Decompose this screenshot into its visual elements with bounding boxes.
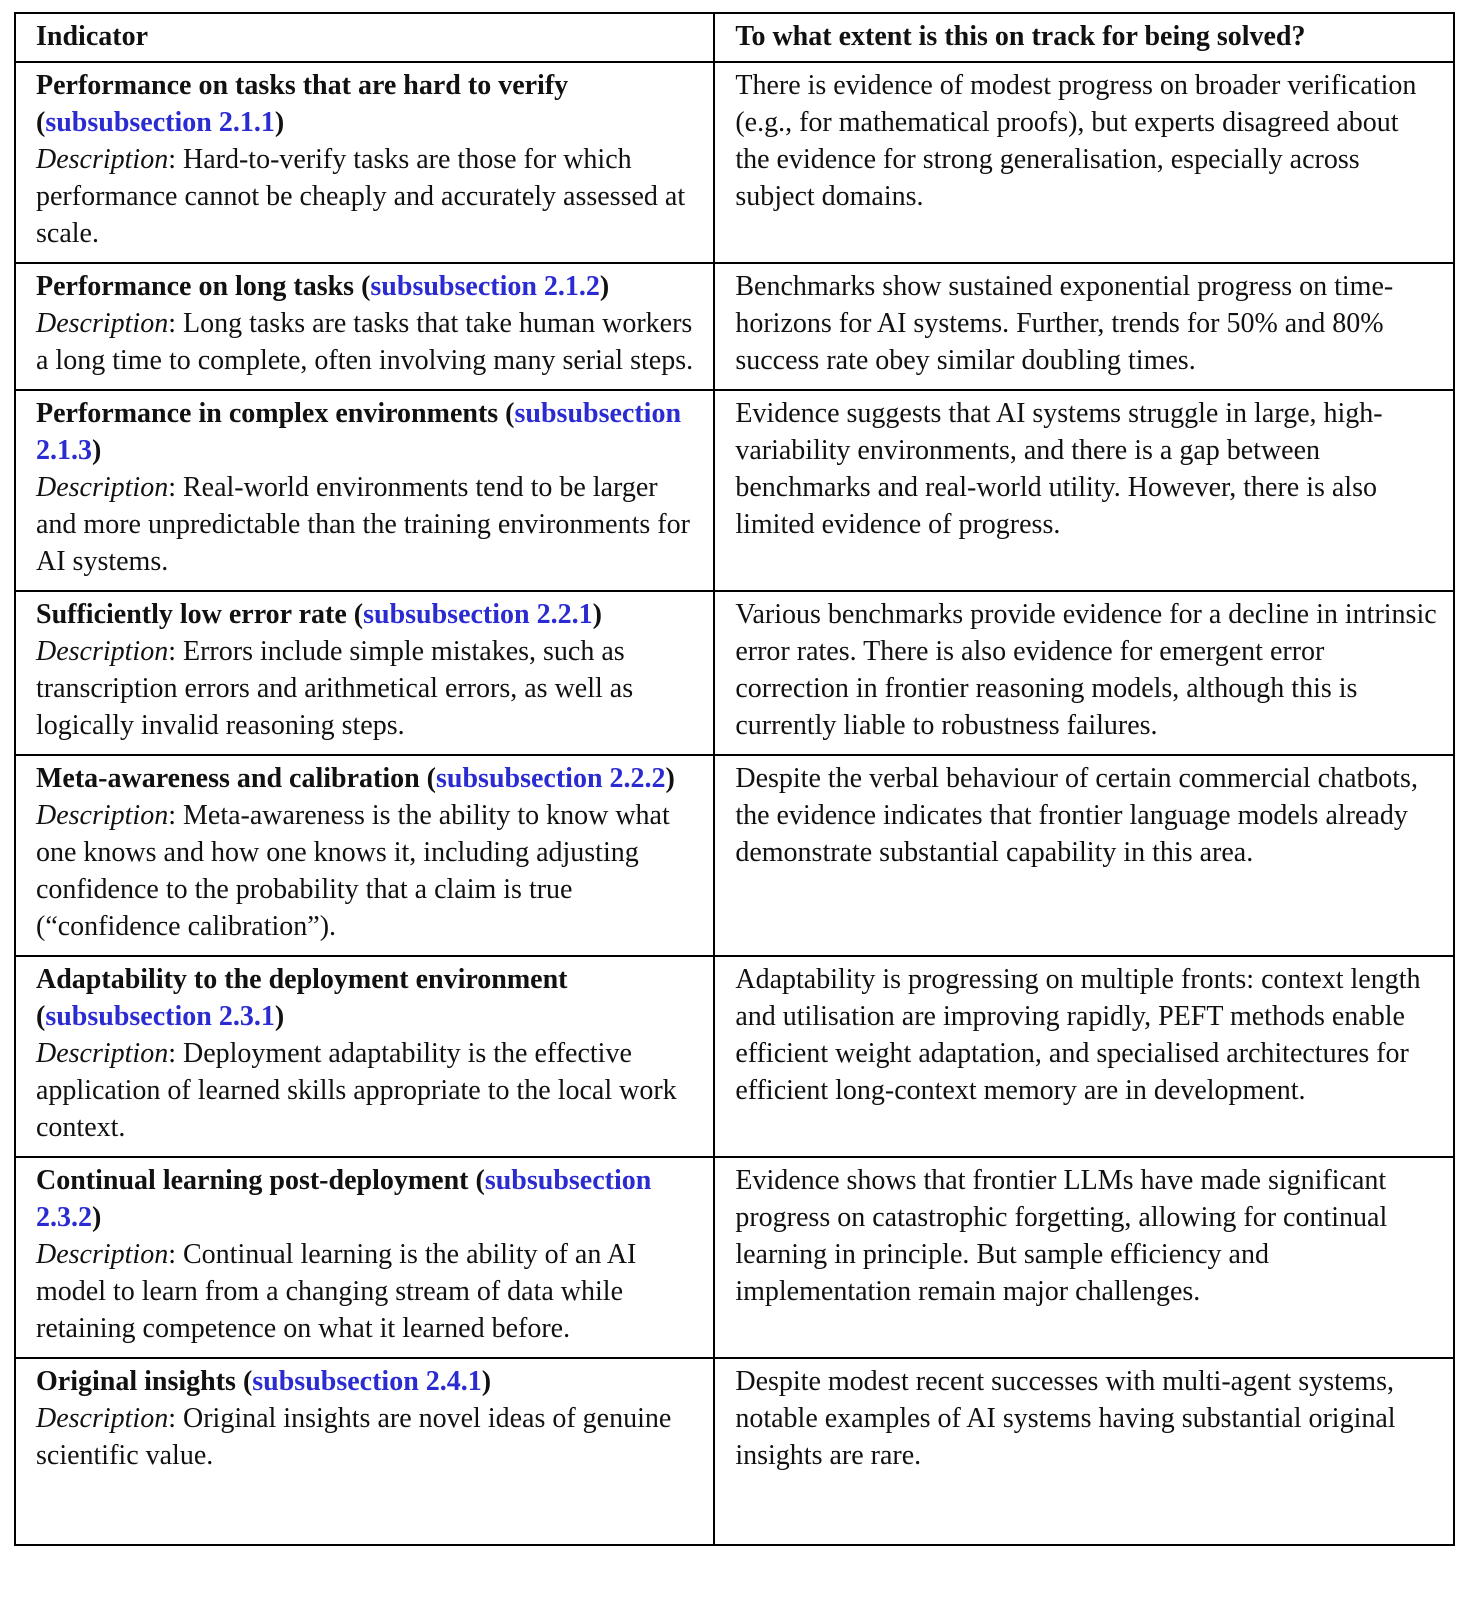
description-label: Description	[36, 144, 169, 175]
indicator-title-text: Sufficiently low error rate (	[36, 599, 364, 630]
indicator-title-text: Meta-awareness and calibration (	[36, 763, 436, 794]
assessment-cell	[714, 755, 1454, 956]
assessment-cell	[714, 263, 1454, 390]
description-text: Long tasks are tasks that take human workers a long time to complete, often involving many serial steps.	[36, 308, 694, 376]
indicator-description	[36, 1035, 697, 1146]
indicator-title-close-paren: )	[481, 1366, 492, 1397]
subsubsection-link[interactable]: subsubsection 2.2.2	[436, 763, 666, 794]
indicator-title-text: Adaptability to the deployment environment (	[36, 964, 568, 1032]
column-header-on-track: To what extent is this on track for being solved?	[714, 13, 1454, 62]
assessment-cell	[714, 1157, 1454, 1358]
description-colon: :	[168, 1239, 183, 1270]
assessment-cell	[714, 62, 1454, 263]
indicator-description	[36, 1236, 697, 1347]
subsubsection-link[interactable]: subsubsection 2.2.1	[363, 599, 593, 630]
indicator-cell	[15, 62, 714, 263]
description-label: Description	[36, 800, 169, 831]
table-row	[15, 263, 1454, 390]
indicator-title	[36, 268, 697, 305]
description-text: Real-world environments tend to be larger and more unpredictable than the training environments for AI systems.	[36, 472, 690, 577]
indicator-cell	[15, 755, 714, 956]
indicator-title-close-paren: )	[599, 271, 610, 302]
assessment-cell	[714, 591, 1454, 755]
description-label: Description	[36, 472, 169, 503]
subsubsection-link[interactable]: subsubsection 2.4.1	[252, 1366, 482, 1397]
description-label: Description	[36, 308, 169, 339]
indicator-description	[36, 141, 697, 252]
assessment-text: Despite the verbal behaviour of certain commercial chatbots, the evidence indicates that frontier language models already demonstrate substantial capability in this area.	[735, 763, 1418, 868]
indicators-table	[14, 12, 1455, 1546]
table-row	[15, 591, 1454, 755]
indicator-description	[36, 469, 697, 580]
description-colon: :	[168, 144, 183, 175]
indicator-title-text: Performance in complex environments (	[36, 398, 515, 429]
indicator-title	[36, 760, 697, 797]
indicator-title-close-paren: )	[92, 1202, 102, 1233]
table-row	[15, 1358, 1454, 1545]
indicator-cell	[15, 390, 714, 591]
assessment-text: Evidence shows that frontier LLMs have made significant progress on catastrophic forgetting, allowing for continual learning in principle. But sample efficiency and implementation remain major challenges.	[735, 1165, 1388, 1307]
description-label: Description	[36, 1038, 169, 1069]
indicator-title-close-paren: )	[592, 599, 602, 630]
subsubsection-link[interactable]: subsubsection 2.1.3	[36, 398, 682, 466]
description-label: Description	[36, 1239, 169, 1270]
indicator-cell	[15, 591, 714, 755]
indicator-title	[36, 596, 697, 633]
indicator-title-text: Original insights (	[36, 1366, 253, 1397]
indicator-title-close-paren: )	[665, 763, 675, 794]
assessment-text: Adaptability is progressing on multiple fronts: context length and utilisation are improving rapidly, PEFT methods enable efficient weight adaptation, and specialised architectures for efficient long-context memory are in development.	[735, 964, 1421, 1106]
column-header-indicator: Indicator	[15, 13, 714, 62]
description-colon: :	[168, 800, 183, 831]
table-row	[15, 956, 1454, 1157]
indicator-title	[36, 1162, 697, 1236]
subsubsection-link[interactable]: subsubsection 2.3.1	[45, 1001, 275, 1032]
description-label: Description	[36, 1403, 169, 1434]
description-colon: :	[168, 1403, 183, 1434]
indicator-title-text: Continual learning post-deployment (	[36, 1165, 485, 1196]
indicator-cell	[15, 956, 714, 1157]
table-row	[15, 390, 1454, 591]
indicator-title	[36, 961, 697, 1035]
description-text: Continual learning is the ability of an AI model to learn from a changing stream of data while retaining competence on what it learned before.	[36, 1239, 637, 1344]
indicator-title-close-paren: )	[274, 107, 285, 138]
assessment-text: Despite modest recent successes with multi-agent systems, notable examples of AI systems having substantial original insights are rare.	[735, 1366, 1396, 1471]
indicator-cell	[15, 1157, 714, 1358]
table-row	[15, 755, 1454, 956]
indicator-title-close-paren: )	[92, 435, 102, 466]
description-colon: :	[168, 1038, 183, 1069]
table-row	[15, 62, 1454, 263]
description-text: Errors include simple mistakes, such as transcription errors and arithmetical errors, as well as logically invalid reasoning steps.	[36, 636, 634, 741]
indicator-cell	[15, 263, 714, 390]
indicator-title	[36, 1363, 697, 1400]
description-text: Original insights are novel ideas of genuine scientific value.	[36, 1403, 672, 1471]
assessment-text: Evidence suggests that AI systems struggle in large, high-variability environments, and there is a gap between benchmarks and real-world utility. However, there is also limited evidence of progress.	[735, 398, 1383, 540]
indicator-description	[36, 1400, 697, 1474]
assessment-cell	[714, 956, 1454, 1157]
indicator-description	[36, 633, 697, 744]
assessment-text: There is evidence of modest progress on broader verification (e.g., for mathematical proofs), but experts disagreed about the evidence for strong generalisation, especially across subject domains.	[735, 70, 1417, 212]
subsubsection-link[interactable]: subsubsection 2.1.2	[370, 271, 600, 302]
indicator-title	[36, 67, 697, 141]
subsubsection-link[interactable]: subsubsection 2.1.1	[45, 107, 275, 138]
description-text: Hard-to-verify tasks are those for which performance cannot be cheaply and accurately assessed at scale.	[36, 144, 686, 249]
indicator-title-text: Performance on tasks that are hard to verify (	[36, 70, 569, 138]
indicator-title	[36, 395, 697, 469]
description-text: Deployment adaptability is the effective application of learned skills appropriate to the local work context.	[36, 1038, 677, 1143]
indicator-cell	[15, 1358, 714, 1545]
description-colon: :	[168, 636, 183, 667]
assessment-text: Various benchmarks provide evidence for a decline in intrinsic error rates. There is also evidence for emergent error correction in frontier reasoning models, although this is currently liable to robustness failures.	[735, 599, 1437, 741]
description-colon: :	[168, 472, 183, 503]
table-body	[15, 62, 1454, 1545]
assessment-text: Benchmarks show sustained exponential progress on time-horizons for AI systems. Further, trends for 50% and 80% success rate obey similar doubling times.	[735, 271, 1394, 376]
indicator-title-text: Performance on long tasks (	[36, 271, 371, 302]
header-row	[15, 13, 1454, 62]
assessment-cell	[714, 1358, 1454, 1545]
table-row	[15, 1157, 1454, 1358]
description-colon: :	[168, 308, 183, 339]
description-label: Description	[36, 636, 169, 667]
subsubsection-link[interactable]: subsubsection 2.3.2	[36, 1165, 652, 1233]
indicator-description	[36, 305, 697, 379]
indicator-title-close-paren: )	[274, 1001, 285, 1032]
indicator-description	[36, 797, 697, 945]
assessment-cell	[714, 390, 1454, 591]
description-text: Meta-awareness is the ability to know what one knows and how one knows it, including adjusting confidence to the probability that a claim is true (“confidence calibration”).	[36, 800, 670, 942]
